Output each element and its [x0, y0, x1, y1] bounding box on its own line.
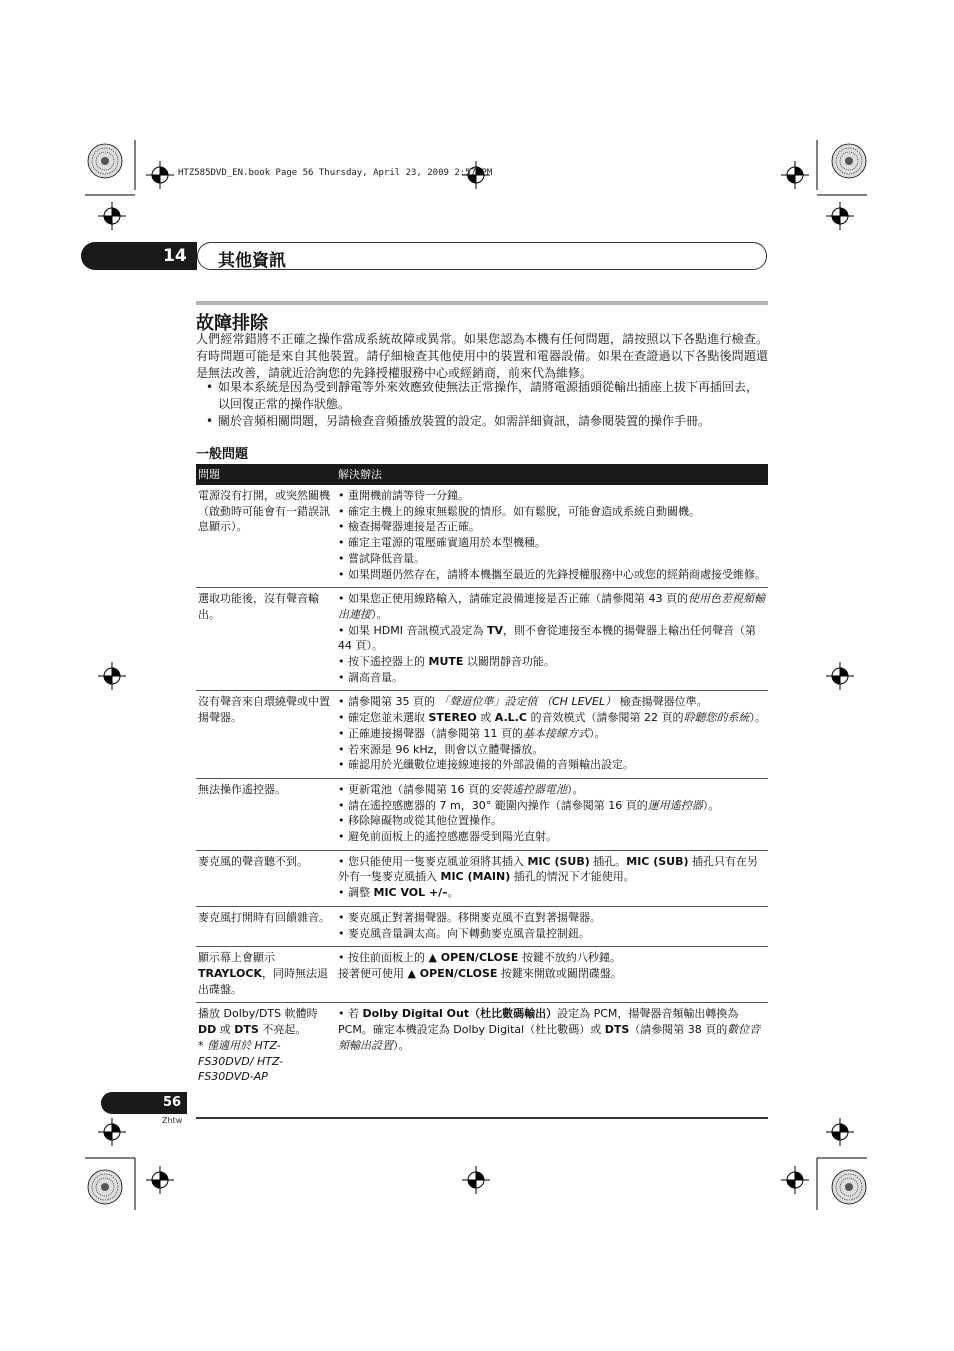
intro-bullets — [196, 379, 768, 430]
intro-bullet: • 如果本系統是因為受到靜電等外來效應致使無法正常操作，請將電源插頭從輸出插座上拔下再插回去，以回復正常的操作狀態。 — [206, 380, 759, 411]
subsection-title: 一般問題 — [196, 447, 249, 462]
remedy-cell: • 如果您正使用線路輸入，請確定設備連接是否正確（請參閱第 43 頁的使用色差視頻輸出連接）。 • 如果 HDMI 音訊模式設定為 TV，則不會從連接至本機的揚聲器上輸出任何聲音（第 44 頁）。 • 按下遙控器上的 MUTE 以關閉靜音功能。 • 調高音量。 — [336, 588, 768, 691]
table-row — [196, 485, 768, 588]
table-row — [196, 906, 768, 946]
chapter-number: 14 — [81, 242, 197, 270]
table-row — [196, 778, 768, 850]
section-intro: 人們經常錯將不正確之操作當成系統故障或異常。如果您認為本機有任何問題，請按照以下各點進行檢查。有時問題可能是來自其他裝置。請仔細檢查其他使用中的裝置和電器設備。如果在查證過以下各點後問題還是無法改善，請就近洽詢您的先鋒授權服務中心或經銷商，前來代為維修。 — [196, 332, 768, 380]
problem-cell: 電源沒有打開，或突然關機（啟動時可能會有一錯誤訊息顯示）。 — [196, 485, 336, 588]
page-number: 56 — [101, 1092, 187, 1114]
intro-bullet: • 關於音頻相關問題，另請檢查音頻播放裝置的設定。如需詳細資訊，請參閱裝置的操作手冊。 — [206, 414, 711, 428]
footer-rule — [196, 1117, 768, 1119]
print-proof-header: HTZ585DVD_EN.book Page 56 Thursday, April 23, 2009 2:57 PM — [178, 168, 493, 178]
problem-cell: 麥克風的聲音聽不到。 — [196, 850, 336, 906]
remedy-cell: • 重開機前請等待一分鐘。 • 確定主機上的線束無鬆脫的情形。如有鬆脫，可能會造成系統自動關機。 • 檢查揚聲器連接是否正確。 • 確定主電源的電壓確實適用於本型機種。 • 嘗試降低音量。 • 如果問題仍然存在，請將本機攜至最近的先鋒授權服務中心或您的經銷商處接受維修。 — [336, 485, 768, 588]
remedy-cell: • 若 Dolby Digital Out（杜比數碼輸出）設定為 PCM，揚聲器音頻輸出轉換為 PCM。確定本機設定為 Dolby Digital（杜比數碼）或 DTS（請參閱第 38 頁的數位音頻輸出設置）。 — [338, 1007, 761, 1052]
problem-cell: 沒有聲音來自環繞聲或中置揚聲器。 — [196, 691, 336, 779]
troubleshooting-table — [196, 464, 768, 1090]
problem-cell: 播放 Dolby/DTS 軟體時 DD 或 DTS 不亮起。 * 僅適用於 HTZ-FS30DVD/ HTZ-FS30DVD-AP — [198, 1007, 318, 1084]
section-divider — [196, 301, 768, 305]
remedy-cell: • 按住前面板上的 ▲ OPEN/CLOSE 按鍵不放約八秒鐘。 接著便可使用 ▲ OPEN/CLOSE 按鍵來開啟或關閉碟盤。 — [336, 947, 768, 1003]
table-row — [196, 691, 768, 779]
remedy-cell: • 麥克風正對著揚聲器。移開麥克風不直對著揚聲器。 • 麥克風音量調太高。向下轉動麥克風音量控制鈕。 — [336, 906, 768, 946]
header-remedy: 解決辦法 — [336, 464, 768, 485]
table-header-row — [196, 464, 768, 485]
problem-cell: 無法操作遙控器。 — [196, 778, 336, 850]
remedy-cell: • 請參閱第 35 頁的 「聲道位準」設定值 （CH LEVEL） 檢查揚聲器位準。 • 確定您並未選取 STEREO 或 A.L.C 的音效模式（請參閱第 22 頁的聆聽您的系統）。 • 正確連接揚聲器（請參閱第 11 頁的基本接線方式）。 • 若來源是 96 kHz，則會以立體聲播放。 • 確認用於光纖數位連接線連接的外部設備的音頻輸出設定。 — [336, 691, 768, 779]
section-title: 故障排除 — [196, 313, 268, 334]
page-language: Zhtw — [162, 1116, 183, 1125]
problem-cell: 選取功能後，沒有聲音輸出。 — [196, 588, 336, 691]
header-problem: 問題 — [196, 464, 336, 485]
problem-cell: 麥克風打開時有回饋雜音。 — [196, 906, 336, 946]
chapter-title: 其他資訊 — [218, 251, 286, 271]
model-note: * 僅適用於 HTZ-FS30DVD/ HTZ-FS30DVD-AP — [198, 1038, 283, 1084]
remedy-cell: • 更新電池（請參閱第 16 頁的安裝遙控器電池）。 • 請在遙控感應器的 7 m，30° 範圍內操作（請參閱第 16 頁的運用遙控器）。 • 移除障礙物或從其他位置操作。 • 避免前面板上的遙控感應器受到陽光直射。 — [336, 778, 768, 850]
table-row — [196, 947, 768, 1003]
problem-cell: 顯示幕上會顯示 TRAYLOCK，同時無法退出碟盤。 — [196, 947, 336, 1003]
table-row — [196, 850, 768, 906]
table-row — [196, 588, 768, 691]
table-row — [196, 1003, 768, 1090]
remedy-cell: • 您只能使用一隻麥克風並須將其插入 MIC (SUB) 插孔。MIC (SUB) 插孔只有在另外有一隻麥克風插入 MIC (MAIN) 插孔的情況下才能使用。 • 調整 MIC VOL +/–。 — [336, 850, 768, 906]
